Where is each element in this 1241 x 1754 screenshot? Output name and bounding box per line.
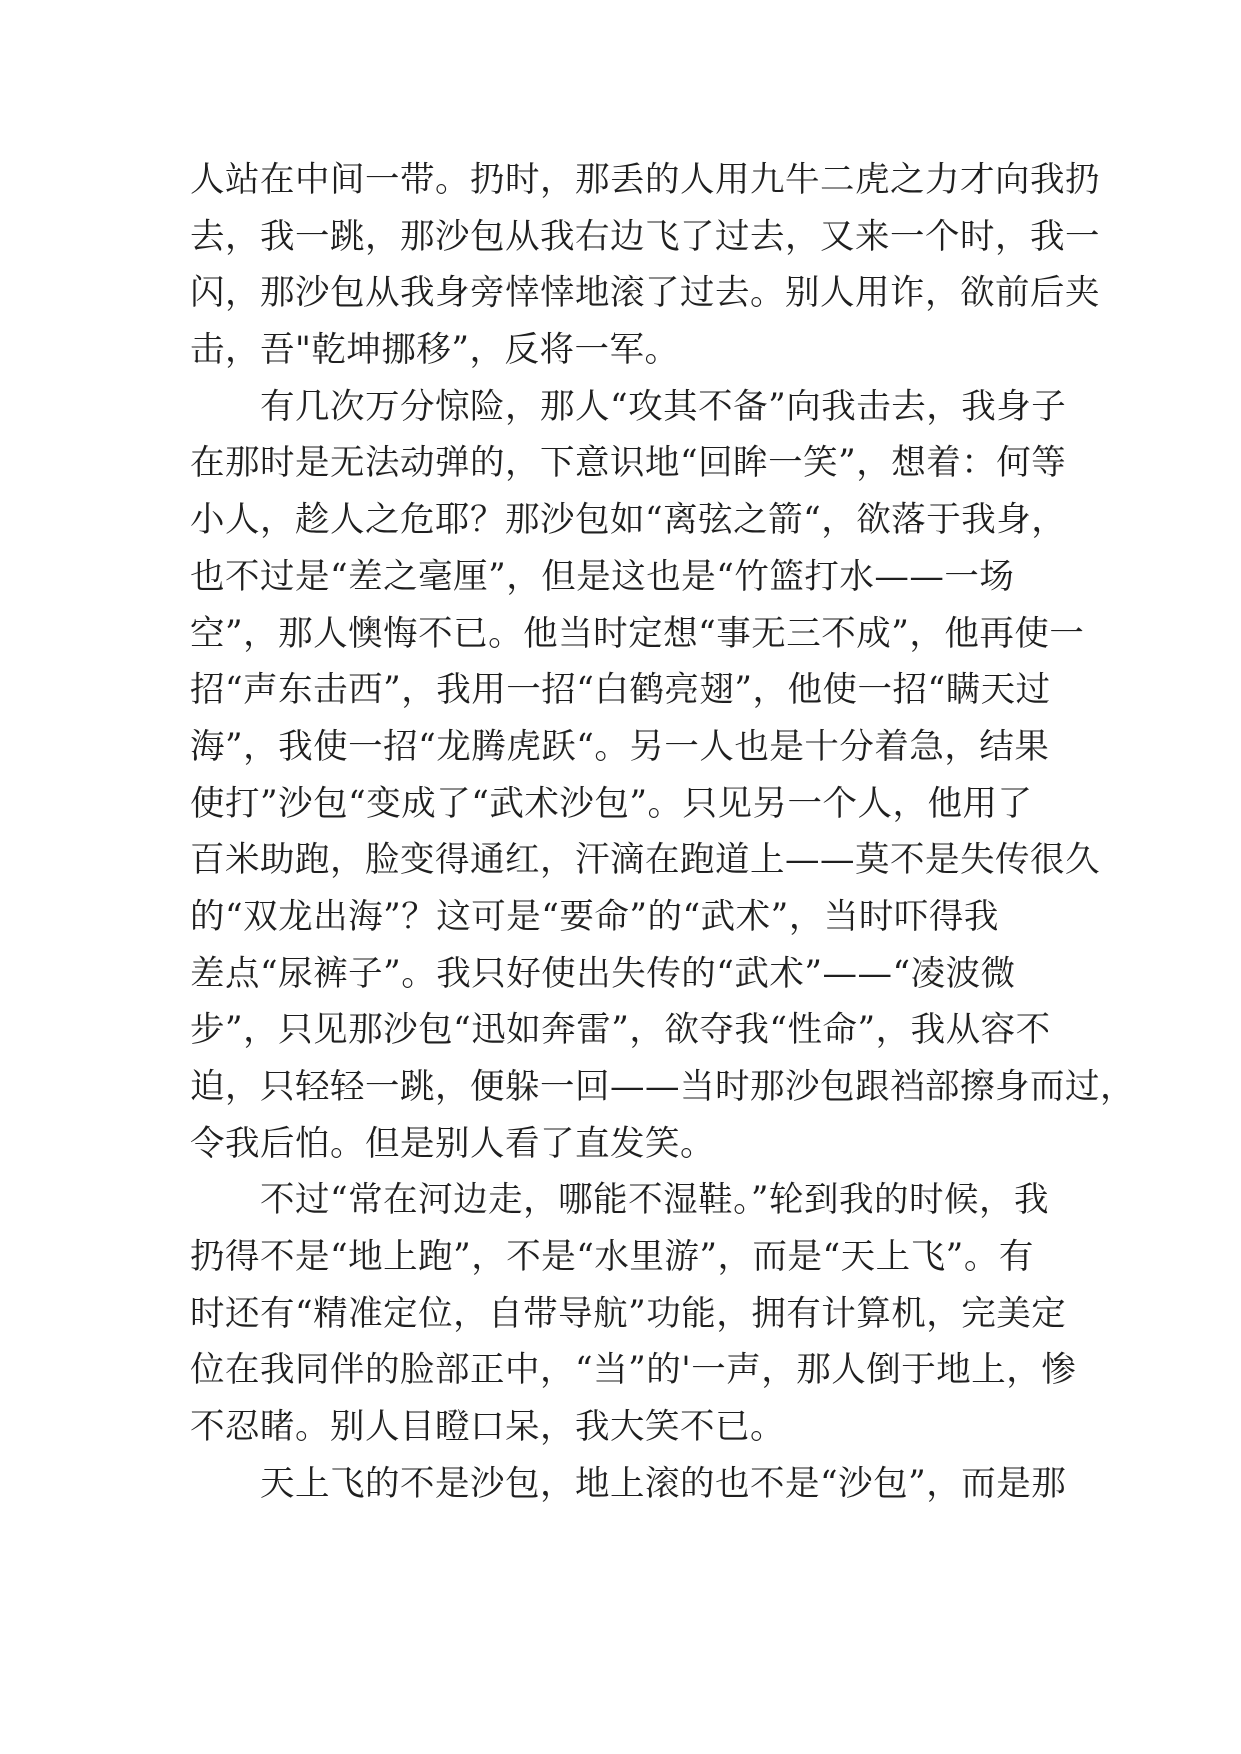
- body-text: [190, 152, 1135, 1513]
- text-line-18: 令我后怕。但是别人看了直发笑。: [190, 1123, 715, 1164]
- text-line-9: 空”，那人懊悔不已。他当时定想“事无三不成”，他再使一: [190, 613, 1085, 654]
- text-line-8: 也不过是“差之毫厘”，但是这也是“竹篮打水——一场: [190, 556, 1015, 597]
- text-line-6: 在那时是无法动弹的，下意识地“回眸一笑”，想着：何等: [190, 443, 1067, 484]
- text-line-24: 天上飞的不是沙包，地上滚的也不是“沙包”，而是那: [190, 1463, 1067, 1504]
- text-line-15: 差点“尿裤子”。我只好使出失传的“武术”——“凌波微: [190, 953, 1016, 994]
- text-line-22: 位在我同伴的脸部正中，“当”的'一声，那人倒于地上，惨: [190, 1350, 1077, 1391]
- text-line-14: 的“双龙出海”？这可是“要命”的“武术”，当时吓得我: [190, 896, 999, 937]
- text-line-3: 闪，那沙包从我身旁悻悻地滚了过去。别人用诈，欲前后夹: [190, 273, 1100, 314]
- text-line-19: 不过“常在河边走，哪能不湿鞋。”轮到我的时候，我: [190, 1180, 1050, 1221]
- text-line-12: 使打”沙包“变成了“武术沙包”。只见另一个人，他用了: [190, 783, 1033, 824]
- text-line-16: 步”，只见那沙包“迅如奔雷”，欲夺我“性命”，我从容不: [190, 1010, 1051, 1051]
- text-line-20: 扔得不是“地上跑”，不是“水里游”，而是“天上飞”。有: [190, 1237, 1034, 1278]
- text-line-4: 击，吾"乾坤挪移”，反将一军。: [190, 330, 680, 371]
- text-line-7: 小人，趁人之危耶？那沙包如“离弦之箭“，欲落于我身，: [190, 500, 1067, 541]
- text-line-2: 去，我一跳，那沙包从我右边飞了过去，又来一个时，我一: [190, 216, 1100, 257]
- text-line-10: 招“声东击西”，我用一招“白鹤亮翅”，他使一招“瞒天过: [190, 670, 1051, 711]
- text-line-23: 不忍睹。别人目瞪口呆，我大笑不已。: [190, 1407, 785, 1448]
- text-line-13: 百米助跑，脸变得通红，汗滴在跑道上——莫不是失传很久: [190, 840, 1100, 881]
- text-line-21: 时还有“精准定位，自带导航”功能，拥有计算机，完美定: [190, 1293, 1067, 1334]
- text-line-5: 有几次万分惊险，那人“攻其不备”向我击去，我身子: [190, 386, 1067, 427]
- text-line-1: 人站在中间一带。扔时，那丢的人用九牛二虎之力才向我扔: [190, 160, 1100, 200]
- text-line-11: 海”，我使一招“龙腾虎跃“。另一人也是十分着急，结果: [190, 726, 1050, 767]
- text-line-17: 迫，只轻轻一跳，便躲一回——当时那沙包跟裆部擦身而过，: [190, 1067, 1135, 1107]
